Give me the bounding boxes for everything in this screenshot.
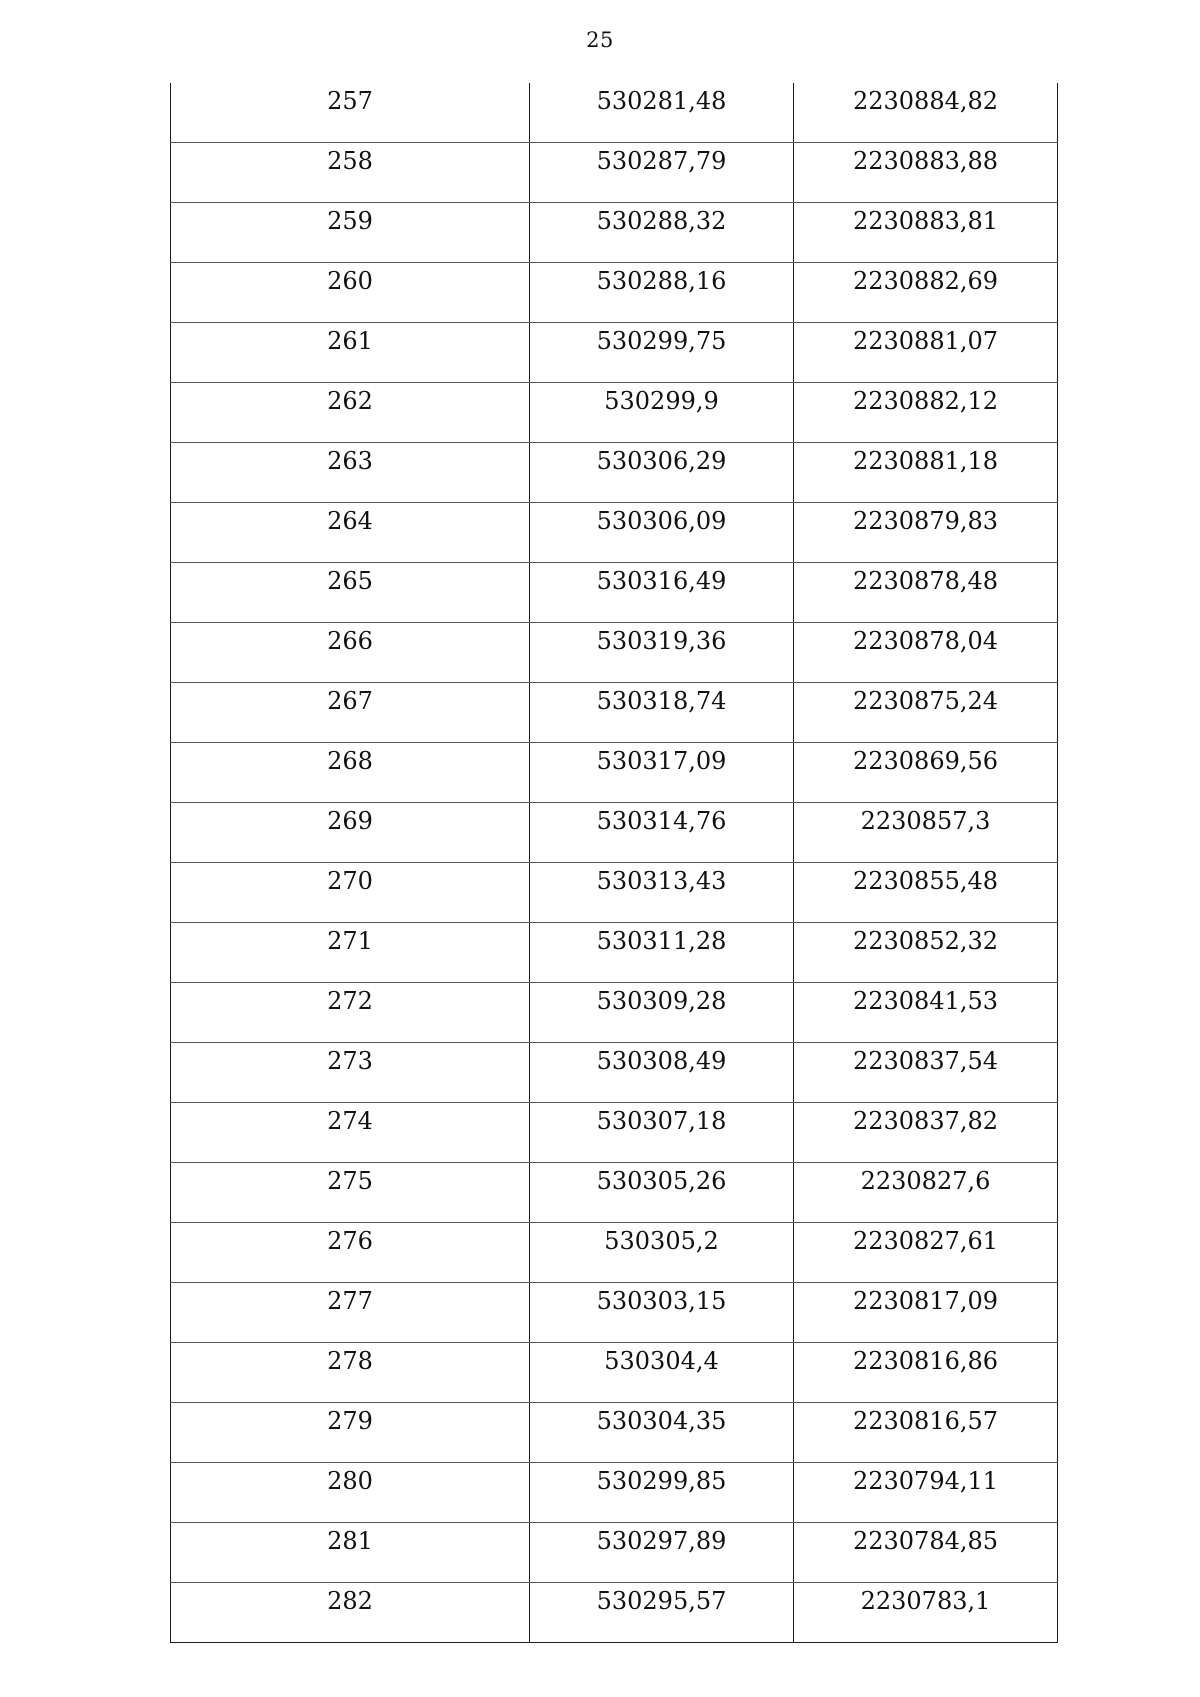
point-number-cell: 266 xyxy=(171,623,530,683)
point-number-cell: 269 xyxy=(171,803,530,863)
table-row xyxy=(171,83,1058,143)
table-row xyxy=(171,923,1058,983)
point-number-cell: 262 xyxy=(171,383,530,443)
y-coordinate-cell: 2230841,53 xyxy=(794,983,1058,1043)
x-coordinate-cell: 530317,09 xyxy=(530,743,794,803)
page-number: 25 xyxy=(586,28,614,52)
point-number-cell: 265 xyxy=(171,563,530,623)
y-coordinate-cell: 2230852,32 xyxy=(794,923,1058,983)
y-coordinate-cell: 2230784,85 xyxy=(794,1523,1058,1583)
y-coordinate-cell: 2230881,18 xyxy=(794,443,1058,503)
point-number-cell: 263 xyxy=(171,443,530,503)
table-row xyxy=(171,503,1058,563)
point-number-cell: 270 xyxy=(171,863,530,923)
table-row xyxy=(171,803,1058,863)
y-coordinate-cell: 2230857,3 xyxy=(794,803,1058,863)
y-coordinate-cell: 2230869,56 xyxy=(794,743,1058,803)
y-coordinate-cell: 2230884,82 xyxy=(794,83,1058,143)
table-row xyxy=(171,1103,1058,1163)
y-coordinate-cell: 2230837,82 xyxy=(794,1103,1058,1163)
x-coordinate-cell: 530316,49 xyxy=(530,563,794,623)
x-coordinate-cell: 530318,74 xyxy=(530,683,794,743)
table-row xyxy=(171,1043,1058,1103)
point-number-cell: 272 xyxy=(171,983,530,1043)
y-coordinate-cell: 2230816,57 xyxy=(794,1403,1058,1463)
table-row xyxy=(171,983,1058,1043)
y-coordinate-cell: 2230878,04 xyxy=(794,623,1058,683)
point-number-cell: 282 xyxy=(171,1583,530,1643)
point-number-cell: 275 xyxy=(171,1163,530,1223)
point-number-cell: 277 xyxy=(171,1283,530,1343)
x-coordinate-cell: 530319,36 xyxy=(530,623,794,683)
coordinates-table-body xyxy=(171,83,1058,1643)
table-row xyxy=(171,1403,1058,1463)
y-coordinate-cell: 2230882,12 xyxy=(794,383,1058,443)
y-coordinate-cell: 2230855,48 xyxy=(794,863,1058,923)
point-number-cell: 264 xyxy=(171,503,530,563)
table-row xyxy=(171,563,1058,623)
x-coordinate-cell: 530305,2 xyxy=(530,1223,794,1283)
table-row xyxy=(171,1283,1058,1343)
table-row xyxy=(171,743,1058,803)
coordinates-table xyxy=(170,83,1058,1643)
point-number-cell: 267 xyxy=(171,683,530,743)
point-number-cell: 268 xyxy=(171,743,530,803)
y-coordinate-cell: 2230827,6 xyxy=(794,1163,1058,1223)
x-coordinate-cell: 530281,48 xyxy=(530,83,794,143)
point-number-cell: 261 xyxy=(171,323,530,383)
y-coordinate-cell: 2230816,86 xyxy=(794,1343,1058,1403)
table-row xyxy=(171,443,1058,503)
table-row xyxy=(171,1583,1058,1643)
table-row xyxy=(171,623,1058,683)
table-row xyxy=(171,323,1058,383)
x-coordinate-cell: 530307,18 xyxy=(530,1103,794,1163)
x-coordinate-cell: 530299,9 xyxy=(530,383,794,443)
x-coordinate-cell: 530299,75 xyxy=(530,323,794,383)
point-number-cell: 257 xyxy=(171,83,530,143)
point-number-cell: 278 xyxy=(171,1343,530,1403)
point-number-cell: 273 xyxy=(171,1043,530,1103)
x-coordinate-cell: 530306,09 xyxy=(530,503,794,563)
y-coordinate-cell: 2230827,61 xyxy=(794,1223,1058,1283)
table-row xyxy=(171,1463,1058,1523)
point-number-cell: 279 xyxy=(171,1403,530,1463)
x-coordinate-cell: 530295,57 xyxy=(530,1583,794,1643)
x-coordinate-cell: 530297,89 xyxy=(530,1523,794,1583)
x-coordinate-cell: 530303,15 xyxy=(530,1283,794,1343)
x-coordinate-cell: 530287,79 xyxy=(530,143,794,203)
point-number-cell: 281 xyxy=(171,1523,530,1583)
y-coordinate-cell: 2230883,88 xyxy=(794,143,1058,203)
x-coordinate-cell: 530308,49 xyxy=(530,1043,794,1103)
y-coordinate-cell: 2230794,11 xyxy=(794,1463,1058,1523)
table-row xyxy=(171,383,1058,443)
table-row xyxy=(171,1343,1058,1403)
y-coordinate-cell: 2230883,81 xyxy=(794,203,1058,263)
y-coordinate-cell: 2230879,83 xyxy=(794,503,1058,563)
x-coordinate-cell: 530314,76 xyxy=(530,803,794,863)
point-number-cell: 258 xyxy=(171,143,530,203)
x-coordinate-cell: 530306,29 xyxy=(530,443,794,503)
y-coordinate-cell: 2230875,24 xyxy=(794,683,1058,743)
x-coordinate-cell: 530288,32 xyxy=(530,203,794,263)
x-coordinate-cell: 530288,16 xyxy=(530,263,794,323)
x-coordinate-cell: 530305,26 xyxy=(530,1163,794,1223)
x-coordinate-cell: 530309,28 xyxy=(530,983,794,1043)
y-coordinate-cell: 2230783,1 xyxy=(794,1583,1058,1643)
table-row xyxy=(171,1523,1058,1583)
table-row xyxy=(171,263,1058,323)
x-coordinate-cell: 530311,28 xyxy=(530,923,794,983)
y-coordinate-cell: 2230881,07 xyxy=(794,323,1058,383)
y-coordinate-cell: 2230817,09 xyxy=(794,1283,1058,1343)
table-row xyxy=(171,863,1058,923)
table-row xyxy=(171,203,1058,263)
x-coordinate-cell: 530299,85 xyxy=(530,1463,794,1523)
point-number-cell: 271 xyxy=(171,923,530,983)
x-coordinate-cell: 530304,4 xyxy=(530,1343,794,1403)
table-row xyxy=(171,1223,1058,1283)
table-row xyxy=(171,683,1058,743)
point-number-cell: 274 xyxy=(171,1103,530,1163)
point-number-cell: 259 xyxy=(171,203,530,263)
x-coordinate-cell: 530304,35 xyxy=(530,1403,794,1463)
table-row xyxy=(171,1163,1058,1223)
y-coordinate-cell: 2230837,54 xyxy=(794,1043,1058,1103)
x-coordinate-cell: 530313,43 xyxy=(530,863,794,923)
y-coordinate-cell: 2230882,69 xyxy=(794,263,1058,323)
point-number-cell: 276 xyxy=(171,1223,530,1283)
table-row xyxy=(171,143,1058,203)
point-number-cell: 260 xyxy=(171,263,530,323)
point-number-cell: 280 xyxy=(171,1463,530,1523)
y-coordinate-cell: 2230878,48 xyxy=(794,563,1058,623)
